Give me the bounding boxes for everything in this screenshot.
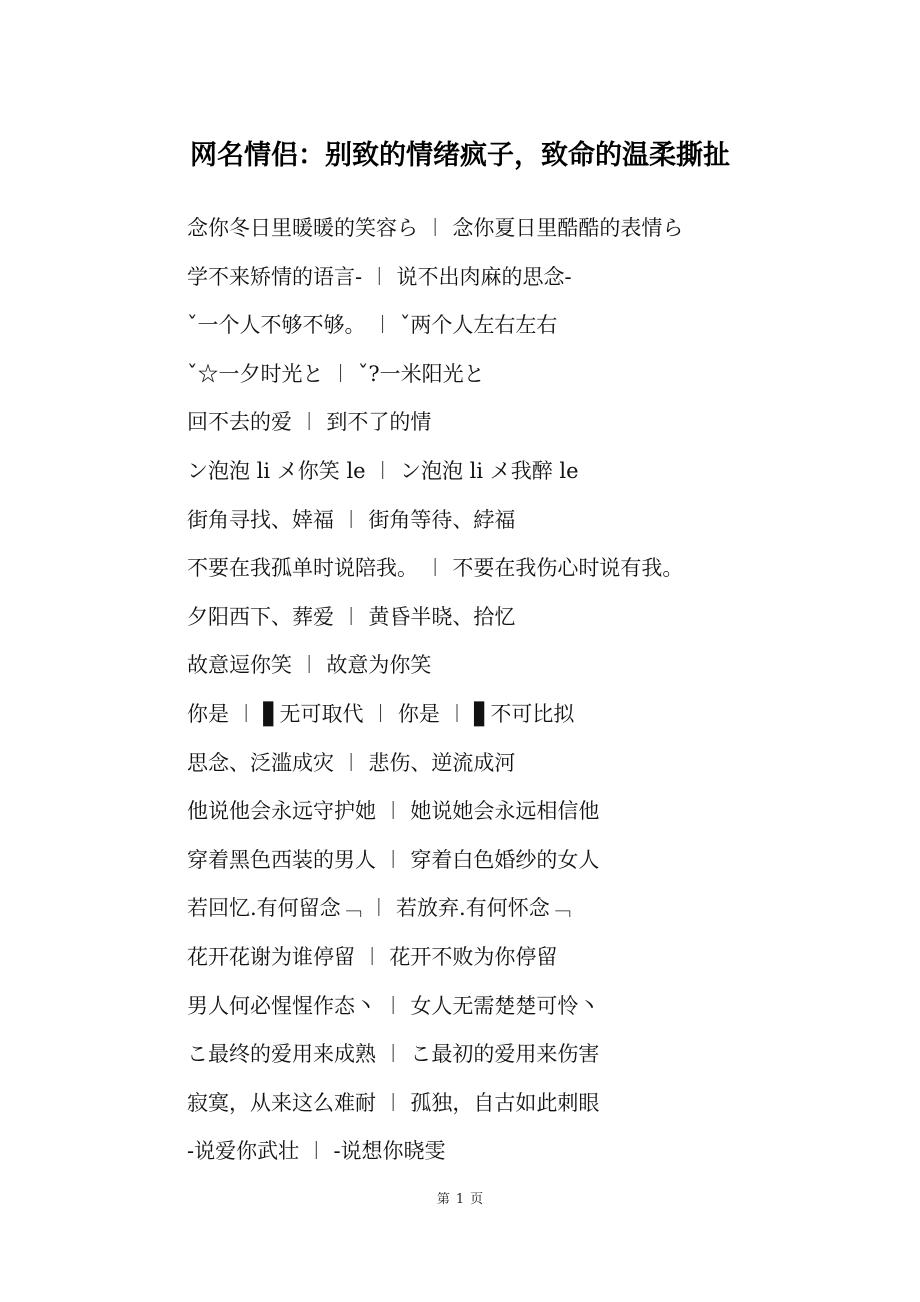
text-line: 念你冬日里暖暖的笑容ら ︱ 念你夏日里酷酷的表情ら	[187, 216, 684, 240]
text-line: 不要在我孤单时说陪我。 ︱ 不要在我伤心时说有我。	[187, 556, 684, 581]
text-line: 学不来矫情的语言- ︱ 说不出肉麻的思念-	[187, 264, 572, 289]
text-line: 花开花谢为谁停留 ︱ 花开不败为你停留	[187, 944, 558, 969]
text-line: ン泡泡 li メ你笑 le ︱ ン泡泡 li メ我醉 le	[187, 458, 579, 483]
text-line: 他说他会永远守护她 ︱ 她说她会永远相信他	[187, 799, 600, 824]
text-line: 穿着黑色西装的男人 ︱ 穿着白色婚纱的女人	[187, 847, 600, 872]
text-line: -说爱你武壮 ︱ -说想你晓雯	[187, 1139, 446, 1164]
text-line: 你是 ︱ ▋无可取代 ︱ 你是 ︱ ▋不可比拟	[187, 701, 575, 726]
page-number-prefix: 第	[436, 1192, 450, 1207]
text-line: 思念、泛滥成灾 ︱ 悲伤、逆流成河	[187, 750, 516, 775]
text-line: ˇ☆一夕时光と ︱ ˇ?一米阳光と	[187, 361, 485, 386]
page-number-suffix: 页	[470, 1192, 484, 1207]
text-line-list	[187, 204, 887, 1176]
text-line: 故意逗你笑 ︱ 故意为你笑	[187, 653, 432, 678]
text-line: ˇ一个人不够不够。 ︱ ˇ两个人左右左右	[187, 313, 558, 338]
text-line: 回不去的爱 ︱ 到不了的情	[187, 410, 432, 435]
text-line: 寂寞，从来这么难耐 ︱ 孤独，自古如此刺眼	[187, 1090, 600, 1115]
text-line: 街角寻找、婞福 ︱ 街角等待、綍福	[187, 507, 516, 532]
page-footer	[0, 1190, 920, 1210]
text-line: 若回忆.有何留念﹁ ︱ 若放弃.有何怀念﹁	[187, 896, 571, 921]
text-line: こ最终的爱用来成熟 ︱ こ最初的爱用来伤害	[187, 1042, 600, 1067]
text-line: 夕阳西下、葬爱 ︱ 黄昏半晓、拾忆	[187, 604, 516, 629]
document-title: 网名情侣：别致的情绪疯子，致命的温柔撕扯	[190, 140, 730, 171]
page-number: 1	[455, 1192, 465, 1207]
text-line: 男人何必惺惺作态丶 ︱ 女人无需楚楚可怜丶	[187, 993, 600, 1018]
